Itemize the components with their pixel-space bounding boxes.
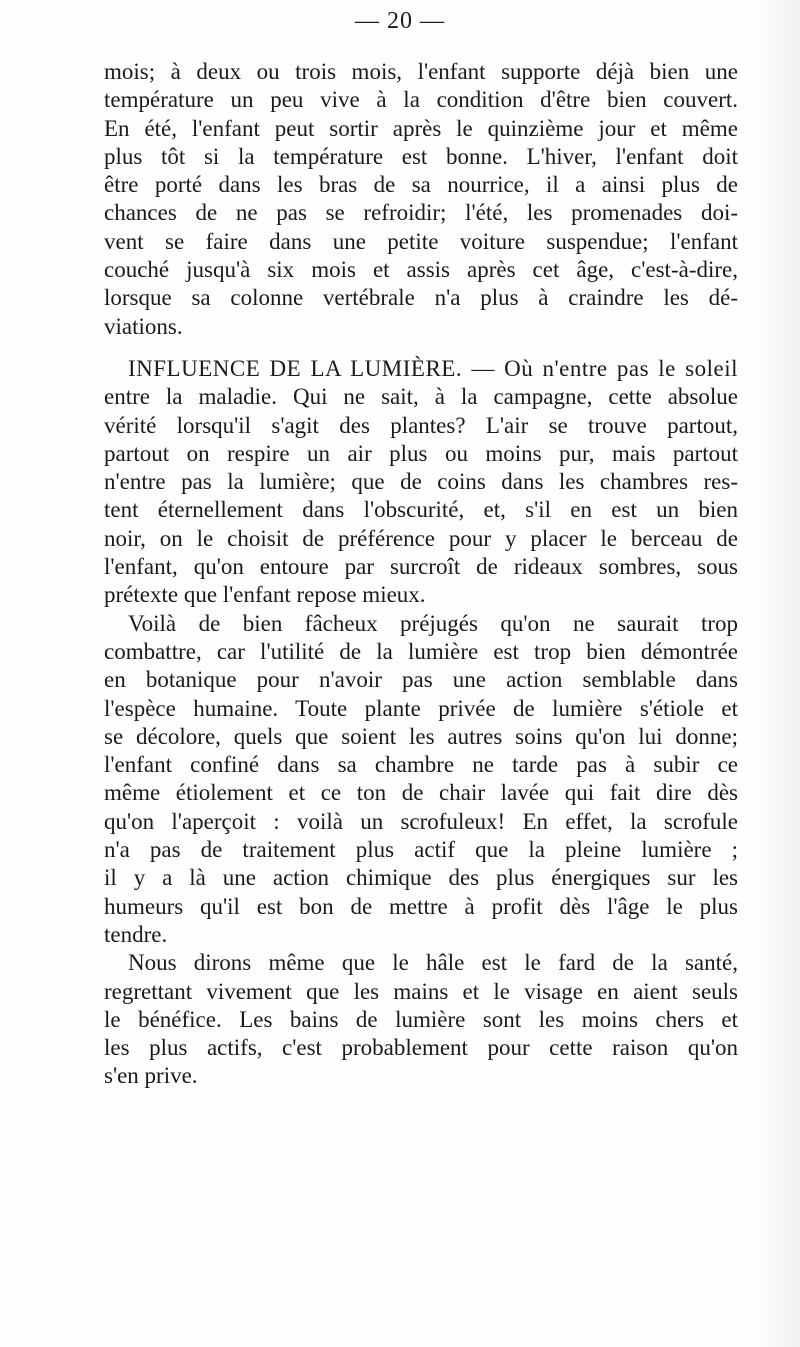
paragraph-prejuges xyxy=(104,610,738,950)
text-line: en botanique pour n'avoir pas une action semblable dans xyxy=(104,667,738,693)
text-line: qu'on l'aperçoit : voilà un scrofuleux! En effet, la scrofule xyxy=(104,808,738,834)
text-line: couché jusqu'à six mois et assis après cet âge, c'est-à-dire, xyxy=(104,257,738,283)
text-line: noir, on le choisit de préférence pour y placer le berceau de xyxy=(104,525,738,551)
page-number: — 20 — xyxy=(355,8,445,34)
text-line: être porté dans les bras de sa nourrice, il a ainsi plus de xyxy=(104,172,738,198)
text-line: tent éternellement dans l'obscurité, et, s'il en est un bien xyxy=(104,497,738,523)
text-line: mois; à deux ou trois mois, l'enfant supporte déjà bien une xyxy=(104,59,738,84)
text-line: l'espèce humaine. Toute plante privée de lumière s'étiole et xyxy=(104,695,738,721)
text-line: n'entre pas la lumière; que de coins dans les chambres res- xyxy=(104,469,738,495)
text-line: Voilà de bien fâcheux préjugés qu'on ne saurait trop xyxy=(128,610,738,636)
text-line: partout on respire un air plus ou moins pur, mais partout xyxy=(104,440,738,466)
text-line: vérité lorsqu'il s'agit des plantes? L'air se trouve partout, xyxy=(104,412,738,438)
text-line: tendre. xyxy=(104,921,168,947)
text-line: humeurs qu'il est bon de mettre à profit dès l'âge le plus xyxy=(104,893,738,919)
text-line: En été, l'enfant peut sortir après le quinzième jour et même xyxy=(104,115,738,141)
section-heading-line: INFLUENCE DE LA LUMIÈRE. — Où n'entre pas le soleil xyxy=(128,355,738,381)
text-line: chances de ne pas se refroidir; l'été, les promenades doi- xyxy=(104,200,738,226)
text-line: le bénéfice. Les bains de lumière sont les moins chers et xyxy=(104,1006,738,1032)
text-line: il y a là une action chimique des plus énergiques sur les xyxy=(104,865,738,891)
text-line: entre la maladie. Qui ne sait, à la campagne, cette absolue xyxy=(104,384,738,410)
text-line: l'enfant confiné dans sa chambre ne tarde pas à subir ce xyxy=(104,752,738,778)
paragraph-infant-outings xyxy=(104,58,738,341)
text-line: Nous dirons même que le hâle est le fard de la santé, xyxy=(128,950,738,976)
text-line: l'enfant, qu'on entoure par surcroît de rideaux sombres, sous xyxy=(104,554,738,580)
text-line: combattre, car l'utilité de la lumière est trop bien démontrée xyxy=(104,638,738,664)
text-line: s'en prive. xyxy=(104,1063,198,1089)
body-text xyxy=(104,58,738,1091)
text-line: plus tôt si la température est bonne. L'hiver, l'enfant doit xyxy=(104,143,738,169)
text-line: prétexte que l'enfant repose mieux. xyxy=(104,582,426,608)
page-edge-shadow xyxy=(754,0,800,1347)
text-line: vent se faire dans une petite voiture suspendue; l'enfant xyxy=(104,228,738,254)
text-line: même étiolement et ce ton de chair lavée qui fait dire dès xyxy=(104,780,738,806)
text-line: viations. xyxy=(104,313,183,339)
text-line: les plus actifs, c'est probablement pour cette raison qu'on xyxy=(104,1035,738,1061)
text-line: température un peu vive à la condition d'être bien couvert. xyxy=(104,87,738,113)
text-line: lorsque sa colonne vertébrale n'a plus à craindre les dé- xyxy=(104,285,738,311)
text-line: n'a pas de traitement plus actif que la pleine lumière ; xyxy=(104,837,738,863)
paragraph-hale xyxy=(104,949,738,1090)
text-line: se décolore, quels que soient les autres soins qu'on lui donne; xyxy=(104,723,738,749)
paragraph-influence-de-la-lumiere xyxy=(104,355,738,610)
text-line: regrettant vivement que les mains et le visage en aient seuls xyxy=(104,978,738,1004)
